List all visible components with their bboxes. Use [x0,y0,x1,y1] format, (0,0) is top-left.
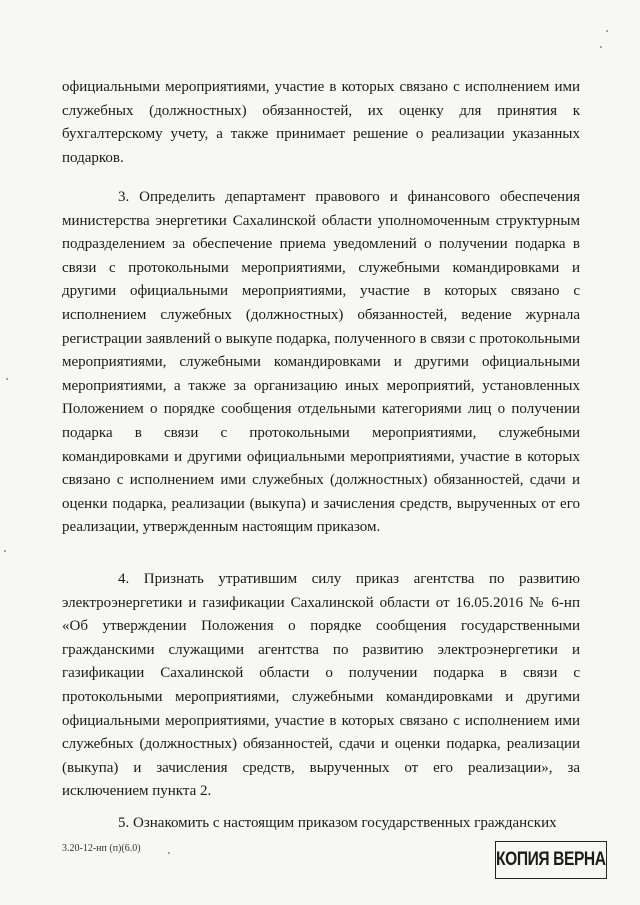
paragraph-continuation: официальными мероприятиями, участие в которых связано с исполнением ими служебных (должностных) обязанностей, их оценку для принятия к бухгалтерскому учету, а также принимает решение о реализации указанных подарков. [62,79,580,166]
stamp-label: КОПИЯ ВЕРНА [496,849,606,870]
scan-speck [600,46,602,48]
copy-verified-stamp [495,841,607,879]
paragraph-item-5: 5. Ознакомить с настоящим приказом государственных гражданских [118,815,557,831]
scan-speck [606,30,608,32]
paragraph-item-3: 3. Определить департамент правового и финансового обеспечения министерства энергетики Сахалинской области уполномоченным структурным подразделением за обеспечение приема уведомлений о получении подарка в связи с протокольными мероприятиями, служебными командировками и другими официальными мероприятиями, участие в которых связано с исполнением служебных (должностных) обязанностей, ведение журнала регистрации заявлений о выкупе подарка, полученного в связи с протокольными мероприятиями, служебными командировками и другими официальными мероприятиями, а также за организацию иных мероприятий, установленных Положением о порядке сообщения отдельными категориями лиц о получении подарка в связи с протокольными мероприятиями, служебными командировками и другими официальными мероприятиями, участие в которых связано с исполнением ими служебных (должностных) обязанностей, сдачи и оценки подарка, реализации (выкупа) и зачисления средств, вырученных от его реализации, утвержденным настоящим приказом. [62,189,580,536]
scan-speck [6,378,8,380]
scan-speck [168,852,170,854]
scan-speck [4,550,6,552]
paragraph-item-4: 4. Признать утратившим силу приказ агентства по развитию электроэнергетики и газификации Сахалинской области от 16.05.2016 № 6-нп «Об утверждении Положения о порядке сообщения государственными гражданскими служащими агентства по развитию электроэнергетики и газификации Сахалинской области о получении подарка в связи с протокольными мероприятиями, служебными командировками и другими официальными мероприятиями, участие в которых связано с исполнением ими служебных (должностных) обязанностей, сдачи и оценки подарка, реализации (выкупа) и зачисления средств, вырученных от его реализации», за исключением пункта 2. [62,571,580,800]
document-code: 3.20-12-нп (п)(6.0) [62,843,141,854]
